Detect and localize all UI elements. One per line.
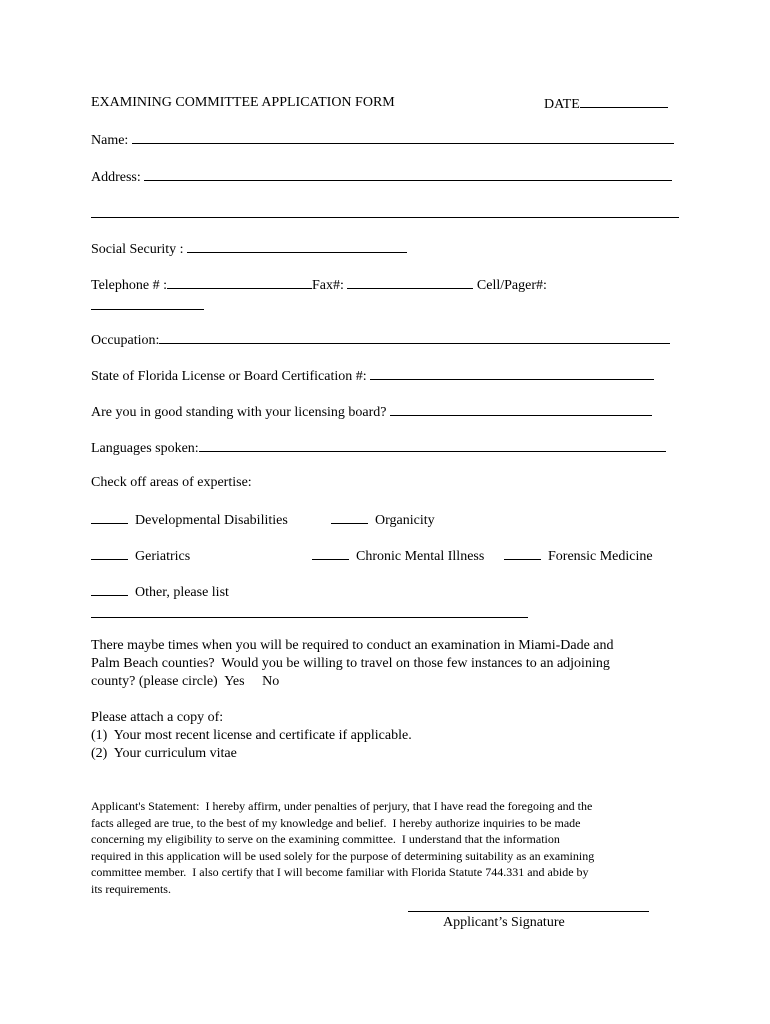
ssn-blank[interactable] [187, 239, 407, 253]
statement-line: concerning my eligibility to serve on the examining committee. I understand that the information [91, 832, 560, 846]
name-label: Name: [91, 133, 129, 148]
telephone-label: Telephone # : [91, 278, 167, 293]
languages-blank[interactable] [199, 438, 666, 452]
travel-line [91, 673, 279, 690]
license-row [91, 366, 654, 385]
forensic-label: Forensic Medicine [548, 549, 653, 564]
fax-blank[interactable] [347, 275, 473, 289]
ssn-label: Social Security : [91, 242, 184, 257]
telephone-blank[interactable] [167, 275, 312, 289]
address-blank[interactable] [144, 167, 672, 181]
languages-row [91, 438, 666, 457]
address-row [91, 167, 672, 186]
forensic-check-blank[interactable] [504, 546, 541, 560]
name-row [91, 130, 674, 149]
attach-item: (2) Your curriculum vitae [91, 746, 237, 761]
standing-row [91, 402, 652, 421]
statement-line: Applicant's Statement: I hereby affirm, under penalties of perjury, that I have read the foregoing and the [91, 799, 593, 813]
attach-heading: Please attach a copy of: [91, 710, 224, 725]
date-label: DATE [544, 97, 580, 112]
address-line-2-blank[interactable] [91, 217, 679, 218]
date-blank[interactable] [580, 94, 668, 108]
languages-label: Languages spoken: [91, 441, 199, 456]
geriatrics-check-blank[interactable] [91, 546, 128, 560]
standing-label: Are you in good standing with your licensing board? [91, 405, 387, 420]
phone-row [91, 275, 547, 294]
other-list-blank[interactable] [91, 617, 528, 618]
expertise-organicity [331, 510, 435, 529]
developmental-check-blank[interactable] [91, 510, 128, 524]
expertise-heading: Check off areas of expertise: [91, 475, 252, 490]
organicity-label: Organicity [375, 513, 435, 528]
signature-label: Applicant’s Signature [443, 915, 565, 930]
travel-question: county? (please circle) [91, 674, 218, 689]
other-label: Other, please list [135, 585, 229, 600]
travel-line: There maybe times when you will be required to conduct an examination in Miami-Dade and [91, 638, 614, 653]
occupation-row [91, 330, 670, 349]
yes-option[interactable]: Yes [224, 674, 245, 689]
chronic-check-blank[interactable] [312, 546, 349, 560]
license-label: State of Florida License or Board Certification #: [91, 369, 367, 384]
expertise-developmental [91, 510, 288, 529]
cell-blank[interactable] [91, 309, 204, 310]
ssn-row [91, 239, 407, 258]
occupation-label: Occupation: [91, 333, 160, 348]
chronic-label: Chronic Mental Illness [356, 549, 485, 564]
expertise-geriatrics [91, 546, 190, 565]
statement-line: required in this application will be used solely for the purpose of determining suitability as an examining [91, 848, 595, 863]
address-label: Address: [91, 170, 141, 185]
fax-label: Fax#: [312, 278, 344, 293]
name-blank[interactable] [132, 130, 674, 144]
no-option[interactable]: No [262, 674, 280, 689]
statement-line: facts alleged are true, to the best of my knowledge and belief. I hereby authorize inquiries to be made [91, 815, 581, 830]
developmental-label: Developmental Disabilities [135, 513, 288, 528]
other-check-blank[interactable] [91, 582, 128, 596]
attach-item: (1) Your most recent license and certificate if applicable. [91, 728, 412, 743]
expertise-chronic [312, 546, 484, 565]
organicity-check-blank[interactable] [331, 510, 368, 524]
expertise-forensic [504, 546, 653, 565]
geriatrics-label: Geriatrics [135, 549, 191, 564]
standing-blank[interactable] [390, 402, 652, 416]
signature-blank[interactable] [408, 911, 649, 912]
date-field-row [544, 94, 668, 113]
occupation-blank[interactable] [159, 330, 670, 344]
travel-line: Palm Beach counties? Would you be willing to travel on those few instances to an adjoining [91, 656, 610, 671]
license-blank[interactable] [370, 366, 654, 380]
statement-line: its requirements. [91, 881, 171, 896]
expertise-other [91, 582, 229, 601]
statement-line: committee member. I also certify that I will become familiar with Florida Statute 744.331 and abide by [91, 865, 589, 879]
form-title: EXAMINING COMMITTEE APPLICATION FORM [91, 95, 395, 110]
cell-label: Cell/Pager#: [476, 278, 547, 293]
